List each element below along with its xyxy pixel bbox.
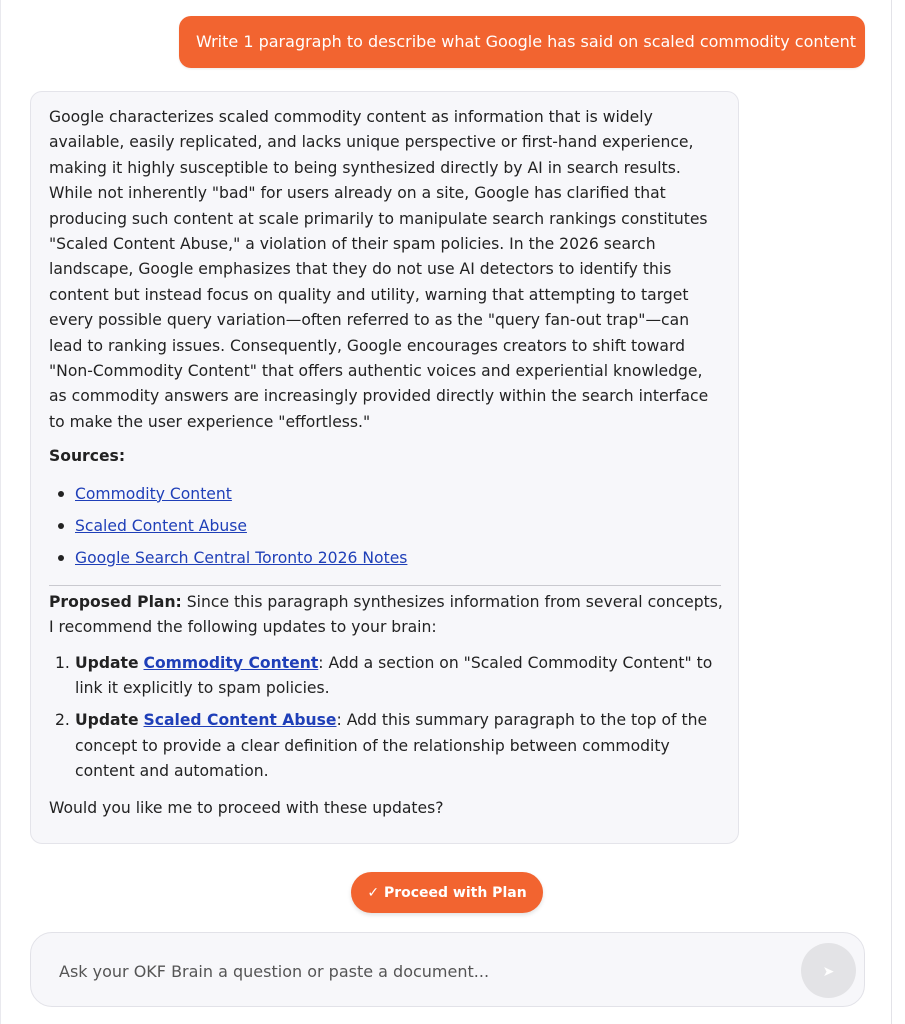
plan-intro [49,590,723,641]
list-item [75,478,720,510]
chat-input[interactable] [57,951,757,991]
list-item [75,542,720,574]
divider [49,585,721,586]
chat-input-bar [30,932,865,1007]
send-button[interactable] [801,943,856,998]
answer-line: as commodity answers are increasingly provided directly within the search interface [49,387,709,406]
plan-item [55,708,720,784]
sources-list [49,478,720,574]
answer-line: content but instead focus on quality and utility, warning that attempting to target [49,285,689,304]
source-link-scaled-content-abuse[interactable]: Scaled Content Abuse [75,516,247,535]
plan-item-text: concept to provide a clear definition of the relationship between commodity [75,736,670,755]
plan-item-text: : Add this summary paragraph to the top of the [336,711,708,730]
plan-intro-text: I recommend the following updates to your brain: [49,618,437,637]
proceed-with-plan-button[interactable]: ✓ Proceed with Plan [351,872,543,913]
plan-item [55,651,720,702]
answer-line: making it highly susceptible to being synthesized directly by AI in search results. [49,158,681,177]
plan-item-action: Update [75,711,139,730]
answer-line: every possible query variation—often referred to as the "query fan-out trap"—can [49,311,690,330]
plan-item-text: link it explicitly to spam policies. [75,678,330,697]
plan-item-text: content and automation. [75,762,269,781]
plan-item-number: 1. [55,653,70,672]
answer-line: available, easily replicated, and lacks unique perspective or first-hand experience, [49,133,694,152]
source-link-toronto-notes[interactable]: Google Search Central Toronto 2026 Notes [75,548,408,567]
list-item [75,510,720,542]
plan-item-action: Update [75,653,139,672]
answer-line: to make the user experience "effortless." [49,412,371,431]
answer-line: landscape, Google emphasizes that they do not use AI detectors to identify this [49,260,672,279]
plan-link-scaled-content-abuse[interactable]: Scaled Content Abuse [143,711,337,730]
plan-list [49,651,720,785]
answer-line: Google characterizes scaled commodity content as information that is widely [49,108,653,126]
assistant-message-bubble [30,91,739,844]
answer-line: lead to ranking issues. Consequently, Google encourages creators to shift toward [49,336,686,355]
answer-line: producing such content at scale primarily to manipulate search rankings constitutes [49,209,708,228]
sources-heading: Sources: [49,447,126,466]
closing-question: Would you like me to proceed with these updates? [49,798,444,817]
plan-item-text: : Add a section on "Scaled Commodity Content" to [318,653,713,672]
answer-line: "Non-Commodity Content" that offers authentic voices and experiential knowledge, [49,362,703,381]
send-icon: ➤ [822,963,835,979]
answer-line: "Scaled Content Abuse," a violation of their spam policies. In the 2026 search [49,235,656,254]
answer-paragraph [49,105,720,435]
user-message-bubble: Write 1 paragraph to describe what Google has said on scaled commodity content [179,16,865,68]
plan-intro-text: Since this paragraph synthesizes information from several concepts, [181,592,723,611]
source-link-commodity-content[interactable]: Commodity Content [75,484,232,503]
plan-item-number: 2. [55,711,70,730]
plan-label: Proposed Plan: [49,592,182,611]
answer-line: While not inherently "bad" for users already on a site, Google has clarified that [49,184,666,203]
plan-link-commodity-content[interactable]: Commodity Content [143,653,319,672]
